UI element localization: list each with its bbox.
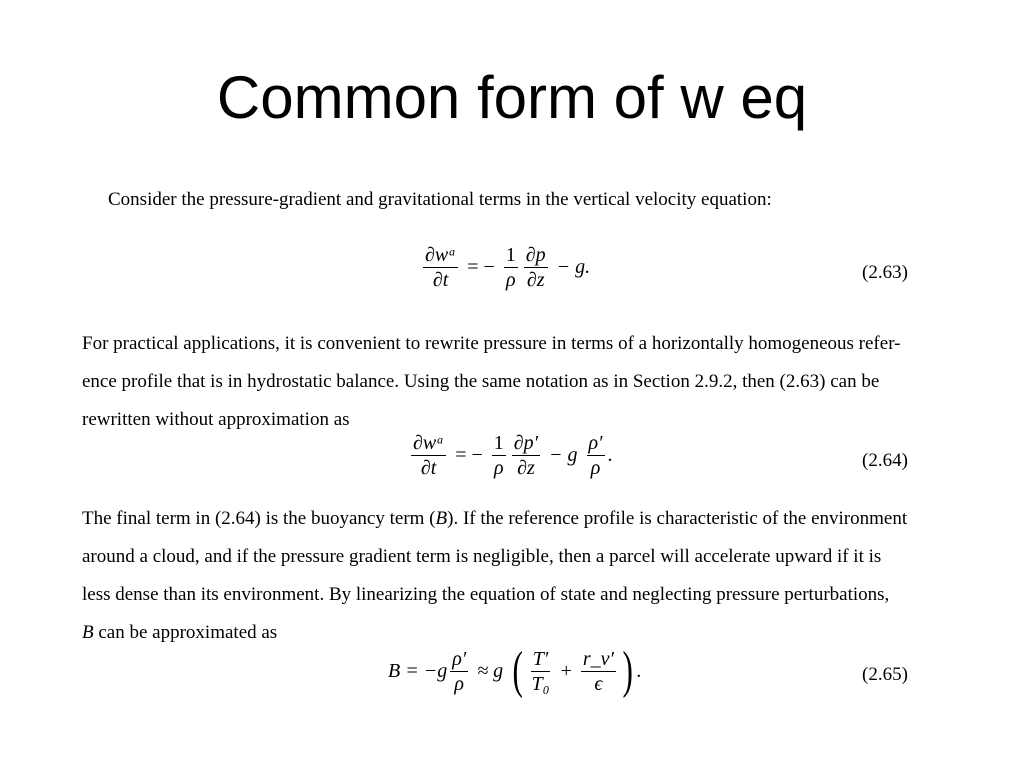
equation-number-2-63: (2.63) (862, 262, 908, 283)
lhs-buoyancy: B = −g (388, 659, 448, 682)
period: . (636, 659, 642, 682)
fraction-numerator: ∂wᵃ (425, 244, 457, 266)
fraction-denominator: ∂z (526, 269, 545, 291)
equals-minus: = − (455, 444, 483, 466)
fraction-dpprime-dz (512, 431, 540, 480)
fraction-numerator: r_v′ (582, 647, 614, 670)
minus-g: − g (549, 444, 578, 466)
equation-2-63 (420, 243, 596, 292)
gravity-term: − g. (556, 256, 591, 278)
fraction-numerator: T′ (532, 647, 549, 670)
fraction-rvprime-over-epsilon (581, 647, 616, 696)
fraction-tprime-over-t0 (530, 647, 552, 696)
fraction-numerator: 1 (493, 432, 504, 454)
fraction-denominator: ∂t (420, 457, 437, 479)
fraction-numerator: ∂p (525, 244, 546, 266)
equation-number-2-64: (2.64) (862, 450, 908, 471)
paragraph-3-line-4 (82, 614, 277, 652)
slide-title: Common form of w eq (216, 64, 808, 131)
fraction-dwdt (411, 431, 446, 480)
fraction-denominator: ρ (590, 457, 601, 479)
paragraph-intro: Consider the pressure-gradient and gravitational terms in the vertical velocity equation: (108, 189, 772, 210)
paragraph-2-line-2: ence profile that is in hydrostatic balance. Using the same notation as in Section 2.9.2, then (2.63) can be (82, 371, 880, 392)
buoyancy-symbol: B (82, 622, 94, 643)
equals-minus: = − (467, 256, 495, 278)
fraction-dpdz (524, 243, 548, 292)
text-run: The final term in (2.64) is the buoyancy term ( (82, 508, 436, 529)
fraction-rhoprime-over-rho (587, 431, 605, 480)
equation-number-2-65: (2.65) (862, 664, 908, 685)
period: . (607, 444, 613, 466)
fraction-one-over-rho (504, 243, 518, 292)
equation-2-64 (408, 431, 613, 480)
paragraph-2-line-3: rewritten without approximation as (82, 409, 350, 430)
fraction-denominator: ∂t (432, 269, 449, 291)
fraction-numerator: ∂wᵃ (413, 432, 445, 454)
paragraph-3-line-2: around a cloud, and if the pressure gradient term is negligible, then a parcel will accelerate upward if it is (82, 546, 882, 567)
fraction-numerator: 1 (505, 244, 516, 266)
paragraph-3-line-1 (82, 500, 907, 538)
fraction-numerator: ∂p′ (513, 432, 539, 454)
fraction-denominator: ρ (505, 269, 516, 291)
buoyancy-symbol: B (435, 508, 448, 529)
text-run: can be approximated as (93, 622, 278, 643)
fraction-one-over-rho (492, 431, 506, 480)
fraction-rhoprime-over-rho (450, 647, 468, 696)
fraction-denominator: ∂z (517, 457, 535, 479)
fraction-denominator: ϵ (594, 672, 603, 695)
fraction-numerator: ρ′ (452, 647, 467, 670)
fraction-dwdt (423, 243, 458, 292)
text-run: ). If the reference profile is characteristic of the environment (447, 508, 908, 529)
right-paren: ) (622, 642, 633, 699)
fraction-denominator: T₀ (531, 672, 550, 695)
paragraph-3-line-3: less dense than its environment. By linearizing the equation of state and neglecting pressure perturbations, (82, 584, 890, 605)
fraction-denominator: ρ (493, 457, 504, 479)
paragraph-2-line-1: For practical applications, it is convenient to rewrite pressure in terms of a horizontally homogeneous refer- (82, 333, 901, 354)
fraction-denominator: ρ (454, 672, 465, 695)
left-paren: ( (512, 642, 524, 699)
fraction-numerator: ρ′ (588, 432, 603, 454)
plus-sign: + (560, 659, 572, 682)
approx-g: ≈ g (477, 659, 504, 682)
equation-2-65 (388, 642, 642, 699)
